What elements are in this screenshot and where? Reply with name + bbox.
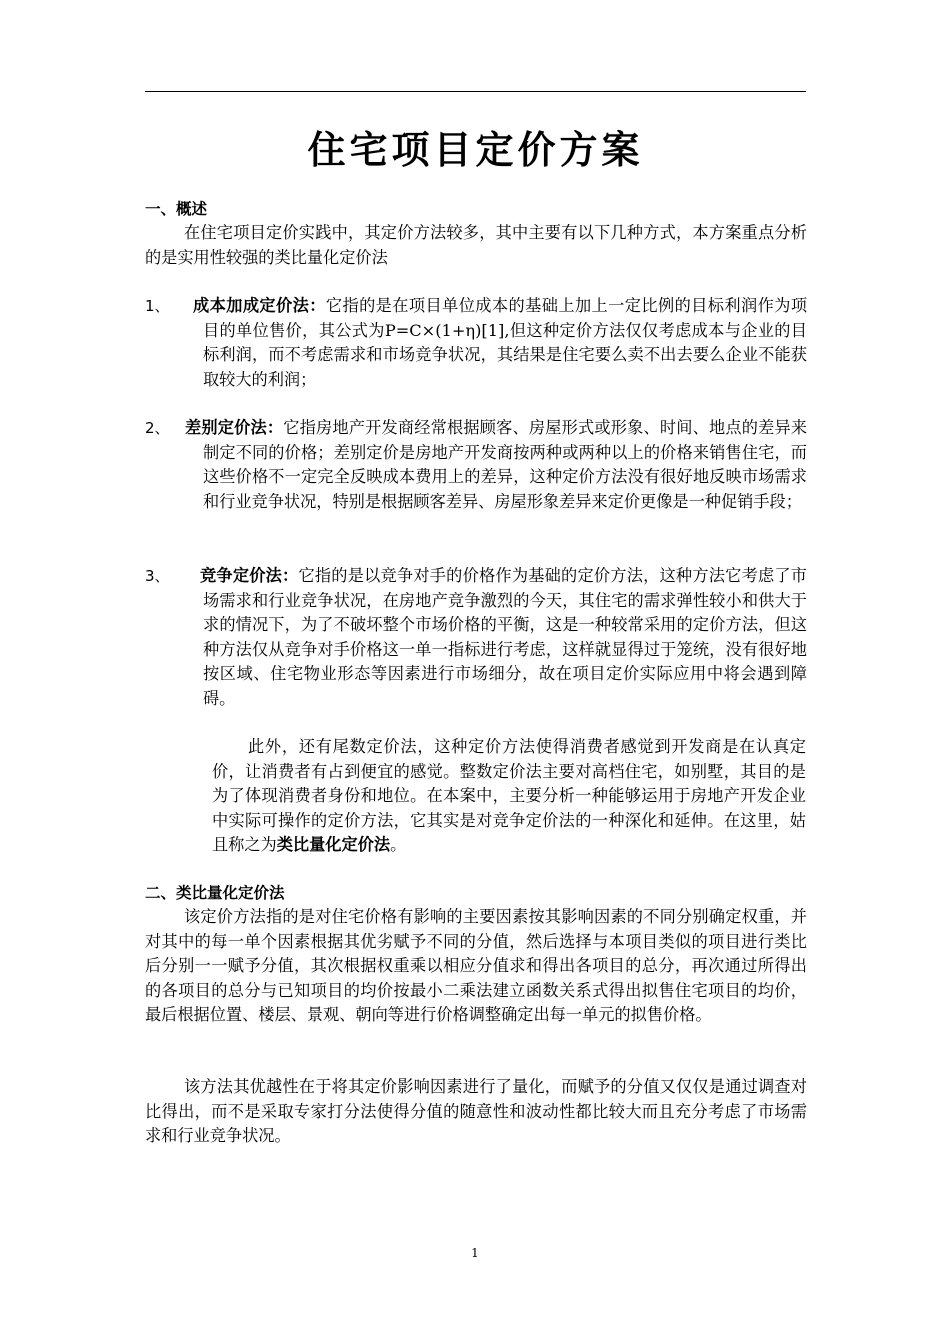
note-text: 此外，还有尾数定价法，这种定价方法使得消费者感觉到开发商是在认真定价，让消费者有占到便宜的感觉。整数定价法主要对高档住宅，如别墅，其目的是为了体现消费者身份和地位。在本案中，主要分析一种能够运用于房地产开发企业中实际可操作的定价方法，它其实是对竞争定价法的一种深化和延伸。在这里，姑且称之为 [212, 737, 806, 854]
item-term: 成本加成定价法： [193, 296, 326, 315]
page-number: 1 [471, 1246, 479, 1260]
document-title: 住宅项目定价方案 [307, 128, 644, 172]
item-text: 它指的是在项目单位成本的基础上加上一定比例的目标利润作为项目的单位售价，其公式为P=C×(1+η)[1],但这种定价方法仅仅考虑成本与企业的目标利润，而不考虑需求和市场竞争状况，其结果是住宅要么卖不出去要么企业不能获取较大的利润； [203, 296, 808, 389]
item-number: 1、 [145, 297, 170, 315]
item-term: 竞争定价法： [200, 566, 299, 585]
other-methods-paragraph [212, 735, 806, 858]
note-end: 。 [390, 835, 407, 854]
section-heading-overview: 一、概述 [145, 200, 208, 218]
note-emphasis: 类比量化定价法 [276, 835, 391, 854]
section-heading-analog: 二、类比量化定价法 [145, 884, 285, 902]
item-body [193, 294, 808, 392]
item-body [185, 416, 808, 514]
item-text: 它指房地产开发商经常根据顾客、房屋形式或形象、时间、地点的差异来制定不同的价格；差别定价是房地产开发商按两种或两种以上的价格来销售住宅，而这些价格不一定完全反映成本费用上的差异，这种定价方法没有很好地反映市场需求和行业竞争状况，特别是根据顾客差异、房屋形象差异来定价更像是一种促销手段； [203, 418, 808, 511]
item-number: 2、 [145, 419, 170, 437]
analog-paragraph-2: 该方法其优越性在于将其定价影响因素进行了量化，而赋予的分值又仅仅是通过调查对比得出，而不是采取专家打分法使得分值的随意性和波动性都比较大而且充分考虑了市场需求和行业竞争状况。 [145, 1077, 807, 1145]
item-number: 3、 [145, 567, 170, 585]
item-term: 差别定价法： [185, 418, 284, 437]
item-text: 它指的是以竞争对手的价格作为基础的定价方法，这种方法它考虑了市场需求和行业竞争状况，在房地产竞争激烈的今天，其住宅的需求弹性较小和供大于求的情况下，为了不破坏整个市场价格的平衡，这是一种较常采用的定价方法，但这种方法仅从竞争对手价格这一单一指标进行考虑，这样就显得过于笼统，没有很好地按区域、住宅物业形态等因素进行市场细分，故在项目定价实际应用中将会遇到障碍。 [203, 566, 807, 708]
header-rule [145, 91, 806, 92]
analog-paragraph-1: 该定价方法指的是对住宅价格有影响的主要因素按其影响因素的不同分别确定权重，并对其中的每一单个因素根据其优劣赋予不同的分值，然后选择与本项目类似的项目进行类比后分别一一赋予分值，其次根据权重乘以相应分值求和得出各项目的总分，再次通过所得出的各项目的总分与已知项目的均价按最小二乘法建立函数关系式得出拟售住宅项目的均价，最后根据位置、楼层、景观、朝向等进行价格调整确定出每一单元的拟售价格。 [145, 907, 807, 1024]
item-body [200, 564, 807, 711]
overview-paragraph: 在住宅项目定价实践中，其定价方法较多，其中主要有以下几种方式，本方案重点分析的是实用性较强的类比量化定价法 [145, 223, 807, 267]
